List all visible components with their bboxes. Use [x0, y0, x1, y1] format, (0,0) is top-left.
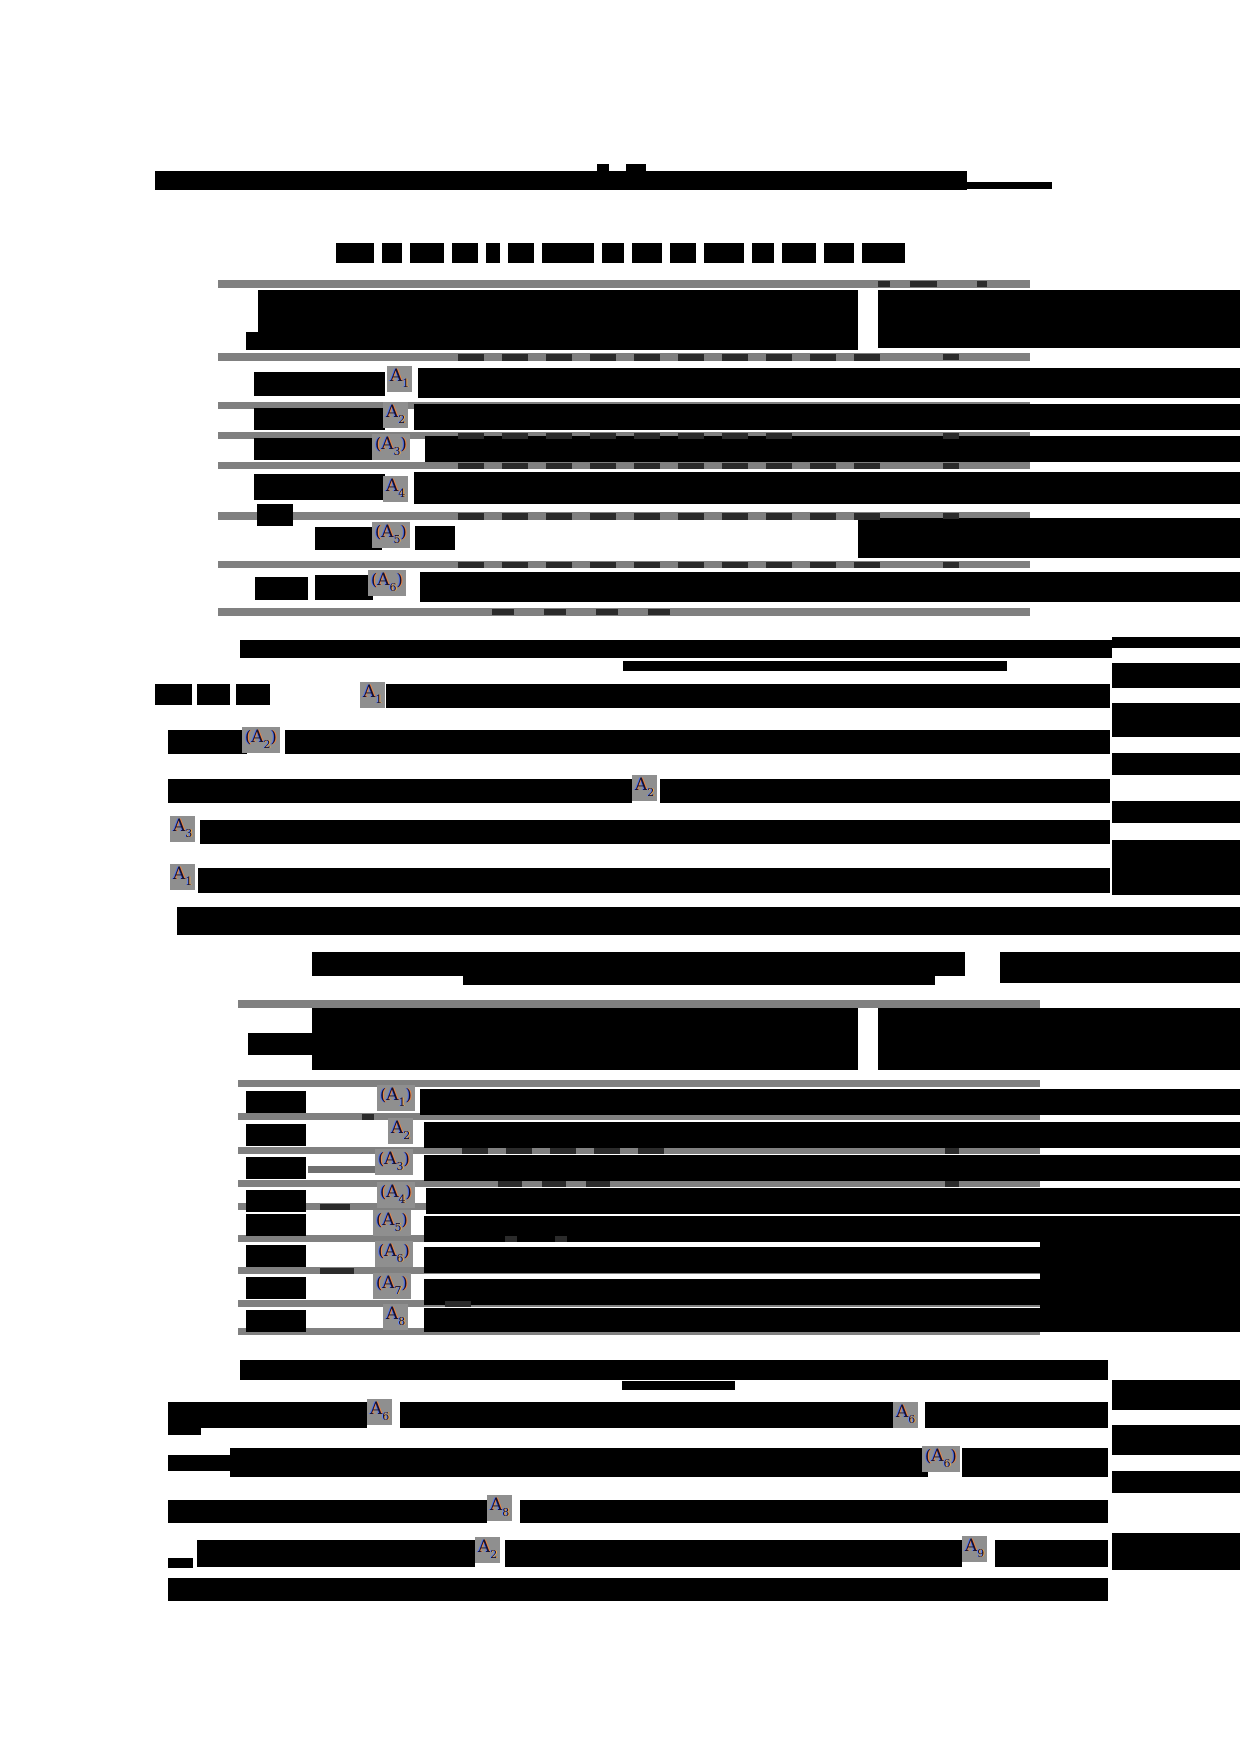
symbol-base: A	[931, 1446, 944, 1466]
symbol-subscript: 6	[382, 1410, 390, 1423]
symbol-subscript: 5	[393, 533, 401, 546]
paren-close: )	[950, 1446, 957, 1465]
redacted-text-bar	[995, 1540, 1108, 1567]
redacted-text-bar	[168, 1402, 367, 1428]
symbol-subscript: 1	[402, 377, 410, 390]
symbol-subscript: 2	[403, 1129, 411, 1142]
redacted-text-bar	[505, 1540, 962, 1567]
symbol-base: A	[386, 1182, 399, 1202]
symbol-base: A	[173, 864, 186, 884]
symbol-subscript: 6	[943, 1457, 951, 1470]
symbol-base: A	[965, 1536, 978, 1556]
paren-open: (	[925, 1446, 932, 1465]
symbol-base: A	[370, 1399, 383, 1419]
symbol-base: A	[391, 1118, 404, 1138]
redacted-text-bar	[168, 1428, 201, 1435]
symbol-subscript: 2	[398, 413, 406, 426]
paren-open: (	[376, 1210, 383, 1229]
redacted-text-bar	[168, 1455, 230, 1471]
symbol-subscript: 2	[263, 738, 271, 751]
redacted-text-bar	[168, 1578, 1108, 1601]
redacted-text-bar	[168, 1500, 487, 1523]
symbol-subscript: 6	[389, 581, 397, 594]
symbol-subscript: 2	[647, 786, 655, 799]
symbol-base: A	[381, 522, 394, 542]
symbol-subscript: 3	[393, 445, 401, 458]
redacted-text-bar	[1112, 1471, 1240, 1493]
symbol-subscript: 9	[977, 1547, 985, 1560]
paren-open: (	[375, 522, 382, 541]
paren-open: (	[380, 1085, 387, 1104]
symbol-subscript: 6	[908, 1413, 916, 1426]
paren-close: )	[270, 727, 277, 746]
symbol-base: A	[377, 570, 390, 590]
paren-close: )	[405, 1085, 412, 1104]
symbol-subscript: 3	[185, 827, 193, 840]
symbol-subscript: 1	[375, 693, 383, 706]
symbol-base: A	[386, 476, 399, 496]
redacted-text-bar	[520, 1500, 1108, 1523]
symbol-subscript: 6	[396, 1252, 404, 1265]
math-symbol-A9	[962, 1536, 987, 1562]
symbol-base: A	[173, 816, 186, 836]
paren-open: (	[380, 1182, 387, 1201]
redacted-text-bar	[168, 1558, 193, 1568]
paren-open: (	[378, 1241, 385, 1260]
symbol-base: A	[490, 1495, 503, 1515]
redacted-text-bar	[230, 1448, 928, 1477]
symbol-subscript: 4	[398, 1193, 406, 1206]
paren-open: (	[376, 1273, 383, 1292]
redacted-text-bar	[962, 1448, 1108, 1477]
redacted-text-bar	[400, 1402, 893, 1428]
symbol-base: A	[363, 682, 376, 702]
math-symbol-A2	[475, 1537, 500, 1563]
symbol-base: A	[386, 402, 399, 422]
symbol-base: A	[384, 1149, 397, 1169]
symbol-base: A	[390, 366, 403, 386]
paren-open: (	[245, 727, 252, 746]
paren-open: (	[371, 570, 378, 589]
symbol-subscript: 8	[502, 1506, 510, 1519]
symbol-base: A	[386, 1085, 399, 1105]
paren-close: )	[405, 1182, 412, 1201]
symbol-subscript: 2	[490, 1548, 498, 1561]
symbol-subscript: 7	[394, 1284, 402, 1297]
symbol-subscript: 4	[398, 487, 406, 500]
symbol-subscript: 8	[398, 1315, 406, 1328]
redacted-text-bar	[1112, 1425, 1240, 1455]
symbol-base: A	[384, 1241, 397, 1261]
symbol-base: A	[386, 1304, 399, 1324]
paren-open: (	[375, 434, 382, 453]
paren-close: )	[400, 522, 407, 541]
symbol-base: A	[381, 434, 394, 454]
paren-close: )	[403, 1241, 410, 1260]
paren-close: )	[401, 1273, 408, 1292]
symbol-subscript: 1	[185, 875, 193, 888]
paren-close: )	[400, 434, 407, 453]
math-symbol-A6	[893, 1402, 918, 1428]
math-symbol-A6	[922, 1446, 960, 1472]
symbol-base: A	[896, 1402, 909, 1422]
symbol-base: A	[251, 727, 264, 747]
symbol-base: A	[382, 1273, 395, 1293]
symbol-subscript: 1	[398, 1096, 406, 1109]
paren-close: )	[401, 1210, 408, 1229]
paren-close: )	[403, 1149, 410, 1168]
symbol-base: A	[382, 1210, 395, 1230]
math-symbol-A6	[367, 1399, 392, 1425]
redacted-text-bar	[197, 1540, 475, 1567]
symbol-base: A	[478, 1537, 491, 1557]
paren-close: )	[396, 570, 403, 589]
redacted-text-bar	[1112, 1533, 1240, 1570]
symbol-subscript: 5	[394, 1221, 402, 1234]
symbol-base: A	[635, 775, 648, 795]
math-symbol-A8	[487, 1495, 512, 1521]
symbol-subscript: 3	[396, 1160, 404, 1173]
redacted-text-bar	[1112, 1380, 1240, 1410]
redacted-text-bar	[925, 1402, 1108, 1428]
paren-open: (	[378, 1149, 385, 1168]
